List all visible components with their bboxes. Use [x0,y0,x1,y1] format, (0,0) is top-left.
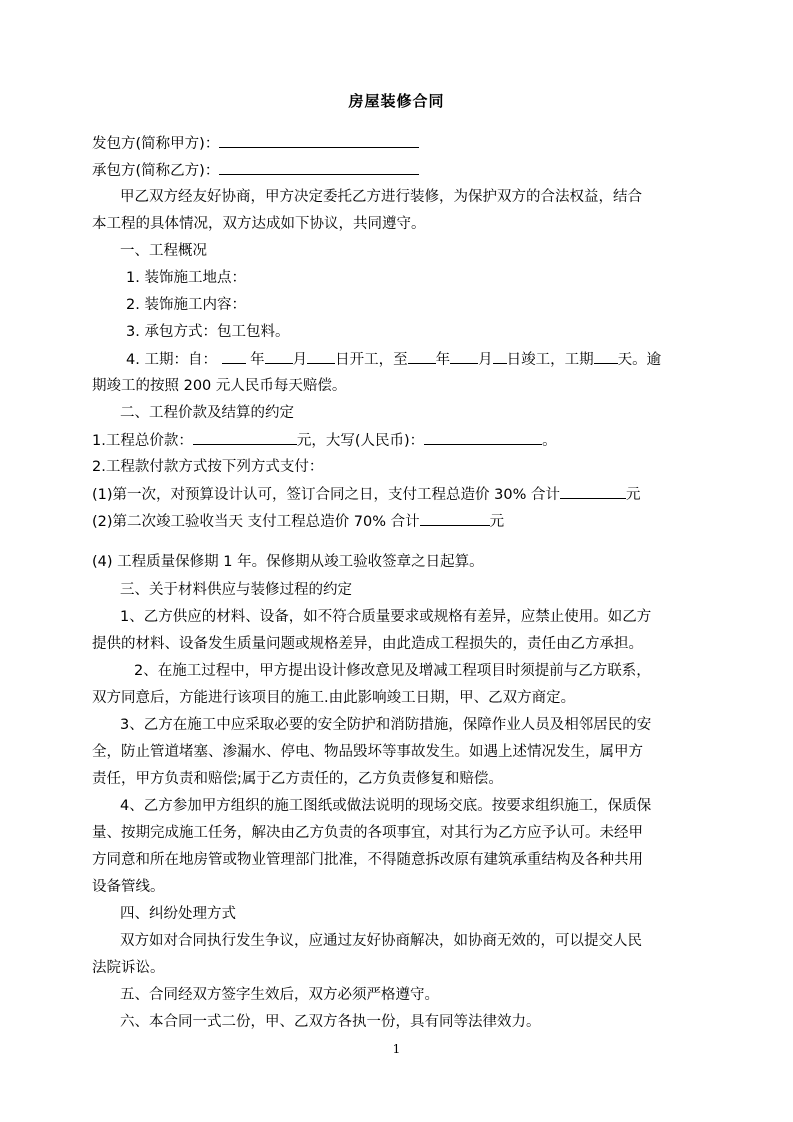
payment-1-blank[interactable] [560,484,626,499]
s4-paragraph-line: 法院诉讼。 [92,960,165,976]
end-month-blank[interactable] [450,349,478,364]
payment-1-text: (1)第一次，对预算设计认可，签订合同之日，支付工程总造价 30% 合计 [92,487,560,503]
s3-paragraph-line: 2、在施工过程中，甲方提出设计修改意见及增减工程项目时须提前与乙方联系， [134,663,651,679]
s3-paragraph-line: 量、按期完成施工任务，解决由乙方负责的各项事宜，对其行为乙方应予认可。未经甲 [92,825,643,841]
s3-paragraph-line: 4、乙方参加甲方组织的施工图纸或做法说明的现场交底。按要求组织施工，保质保 [120,798,652,814]
duration-blank[interactable] [594,349,618,364]
party-a-label: 发包方(简称甲方)： [92,136,220,152]
end-day-blank[interactable] [493,349,507,364]
party-a-line [92,133,419,154]
payment-2-line [92,511,504,532]
section-4-heading: 四、纠纷处理方式 [120,906,236,922]
schedule-text: 日开工，至 [335,352,408,368]
section-3-heading: 三、关于材料供应与装修过程的约定 [120,582,352,598]
total-price-uppercase-blank[interactable] [424,430,542,445]
s3-paragraph-line: 设备管线。 [92,879,165,895]
document-title: 房屋装修合同 [348,92,445,110]
payment-2-text: (2)第二次竣工验收当天 支付工程总造价 70% 合计 [92,514,420,530]
s3-paragraph-line: 1、乙方供应的材料、设备，如不符合质量要求或规格有差异，应禁止使用。如乙方 [120,609,652,625]
schedule-text: 日竣工，工期 [506,352,594,368]
s1-item-location: 1. 装饰施工地点： [126,270,246,286]
s1-item-schedule [126,349,661,370]
payment-method-line: 2.工程款付款方式按下列方式支付： [92,459,324,475]
schedule-continuation: 期竣工的按照 200 元人民币每天赔偿。 [92,378,347,394]
section-6-line: 六、本合同一式二份，甲、乙双方各执一份，具有同等法律效力。 [120,1014,541,1030]
s3-paragraph-line: 3、乙方在施工中应采取必要的安全防护和消防措施，保障作业人员及相邻居民的安 [120,717,652,733]
party-b-blank[interactable] [219,160,419,175]
payment-1-line [92,484,640,505]
warranty-line: (4) 工程质量保修期 1 年。保修期从竣工验收签章之日起算。 [92,554,484,570]
s3-paragraph-line: 责任，甲方负责和赔偿;属于乙方责任的，乙方负责修复和赔偿。 [92,771,503,787]
payment-2-blank[interactable] [420,511,490,526]
s4-paragraph-line: 双方如对合同执行发生争议，应通过友好协商解决，如协商无效的，可以提交人民 [120,933,642,949]
s1-item-content: 2. 装饰施工内容： [126,297,246,313]
end-year-blank[interactable] [408,349,436,364]
payment-2-unit: 元 [489,514,505,530]
start-day-blank[interactable] [307,349,335,364]
party-b-line [92,160,419,181]
party-a-blank[interactable] [219,133,419,148]
preamble-line: 本工程的具体情况，双方达成如下协议，共同遵守。 [92,216,426,232]
s3-paragraph-line: 双方同意后，方能进行该项目的施工.由此影响竣工日期，甲、乙双方商定。 [92,690,576,706]
s3-paragraph-line: 全，防止管道堵塞、渗漏水、停电、物品毁坏等事故发生。如遇上述情况发生，属甲方 [92,744,643,760]
section-1-heading: 一、工程概况 [120,243,207,259]
schedule-text: 月 [478,352,493,368]
total-price-line [92,430,557,451]
section-2-heading: 二、工程价款及结算的约定 [120,405,294,421]
party-b-label: 承包方(简称乙方)： [92,163,220,179]
total-price-blank[interactable] [193,430,297,445]
s3-paragraph-line: 方同意和所在地房管或物业管理部门批准，不得随意拆改原有建筑承重结构及各种共用 [92,852,643,868]
schedule-text: 年 [435,352,451,368]
schedule-text: 年 [250,352,265,368]
start-year-blank[interactable] [222,349,246,364]
total-price-label: 1.工程总价款： [92,433,193,449]
schedule-text: 月 [292,352,308,368]
total-price-end: 。 [542,433,557,449]
section-5-line: 五、合同经双方签字生效后，双方必须严格遵守。 [120,987,439,1003]
payment-1-unit: 元 [625,487,641,503]
page-number: 1 [392,1042,401,1056]
preamble-line: 甲乙双方经友好协商，甲方决定委托乙方进行装修，为保护双方的合法权益，结合 [120,189,642,205]
s1-item-contract-mode: 3. 承包方式：包工包料。 [126,324,290,340]
s3-paragraph-line: 提供的材料、设备发生质量问题或规格差异，由此造成工程损失的，责任由乙方承担。 [92,636,643,652]
schedule-text: 4. 工期：自： [126,352,217,368]
total-price-uppercase-label: 元，大写(人民币)： [296,433,425,449]
schedule-text: 天。逾 [617,352,662,368]
start-month-blank[interactable] [265,349,293,364]
